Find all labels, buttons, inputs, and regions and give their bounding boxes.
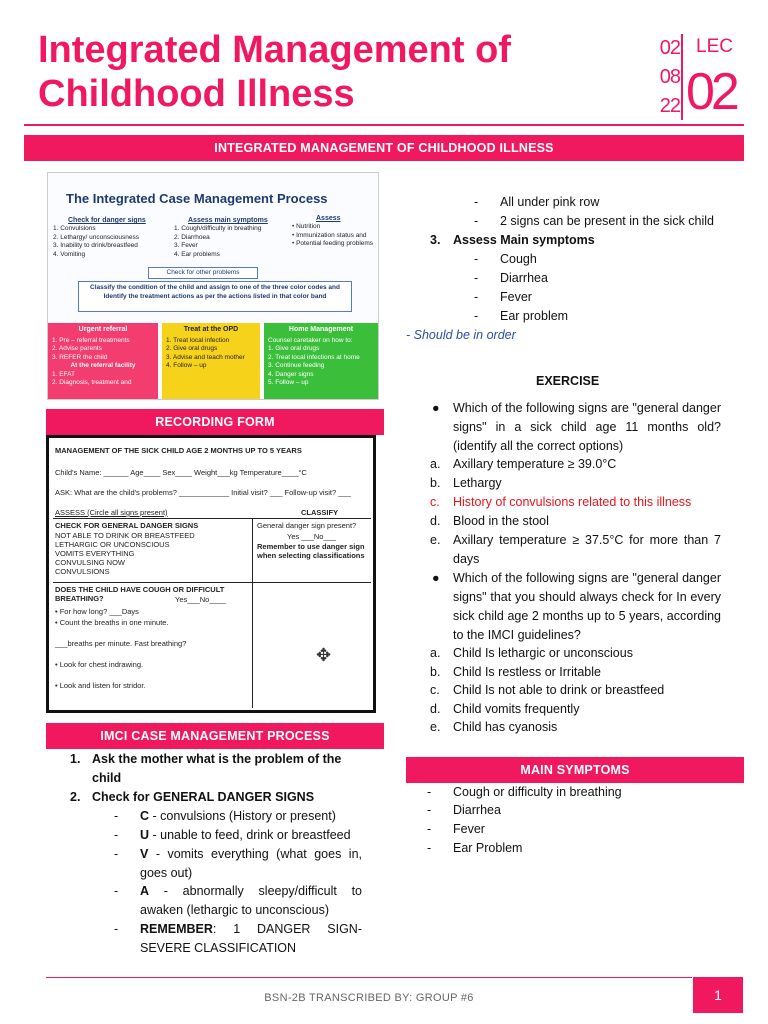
list-item: 4. Ear problems xyxy=(174,250,220,258)
bullet-two-signs: - 2 signs can be present in the sick child xyxy=(500,212,714,231)
exercise-heading: EXERCISE xyxy=(536,374,600,388)
remember-key: REMEMBER xyxy=(140,922,213,936)
section-bar-recording-form: RECORDING FORM xyxy=(46,409,384,435)
cuva-text: - unable to feed, drink or breastfeed xyxy=(149,828,351,842)
step-2-number: 2. xyxy=(70,790,81,804)
list-item: 1. EFAT xyxy=(52,370,75,378)
move-cursor-icon: ✥ xyxy=(316,645,332,665)
list-item: • Immunization status and xyxy=(292,231,367,239)
section-bar-main: INTEGRATED MANAGEMENT OF CHILDHOOD ILLNESS xyxy=(24,135,744,161)
list-item: ___breaths per minute. Fast breathing? xyxy=(55,638,187,648)
list-item: 1. Pre – referral treatments xyxy=(52,336,130,344)
col-assess-list xyxy=(292,223,374,249)
list-item: 3. Continue feeding xyxy=(268,362,325,369)
form-rule xyxy=(53,582,371,583)
form-name-line: Child's Name: ______ Age____ Sex____ Weight___kg Temperature____°C xyxy=(55,468,307,477)
band-urgent xyxy=(48,323,158,400)
bullet-pink-row: - All under pink row xyxy=(500,193,599,212)
remember-note xyxy=(140,920,362,958)
band-home xyxy=(264,323,378,400)
list-item: • Look for chest indrawing. xyxy=(55,659,144,669)
form-assess: ASSESS (Circle all signs present) xyxy=(55,508,168,517)
option-letter: d. xyxy=(430,702,441,716)
list-item: CONVULSING NOW xyxy=(55,558,126,567)
band-urgent-head: Urgent referral xyxy=(78,326,128,333)
list-item: • Potential feeding problems xyxy=(292,240,374,247)
section-bar-imci-process: IMCI CASE MANAGEMENT PROCESS xyxy=(46,723,384,749)
list-item: DOES THE CHILD HAVE COUGH OR DIFFICULT xyxy=(55,585,225,594)
title-line-2: Childhood Illness xyxy=(38,73,355,115)
list-item: • Count the breaths in one minute. xyxy=(55,617,169,627)
process-figure xyxy=(47,172,379,400)
list-item: 1. Give oral drugs xyxy=(268,345,320,352)
process-figure-title: The Integrated Case Management Process xyxy=(66,191,328,206)
list-item: VOMITS EVERYTHING xyxy=(55,549,135,558)
classify-box: Classify the condition of the child and assign to one of the three color codes and Identify the treatment actions as per the actions listed in that color band xyxy=(78,281,352,312)
list-item: CONVULSIONS xyxy=(55,567,110,576)
list-item: At the referral facility xyxy=(70,362,136,369)
list-item: 3. Fever xyxy=(174,242,198,249)
q2-option-c: Child Is not able to drink or breastfeed xyxy=(453,683,665,697)
cuva-text: - abnormally sleepy/difficult to awaken (lethargic to unconscious) xyxy=(140,884,362,917)
symptom-ear: - Ear problem xyxy=(500,307,568,326)
main-symptom-ear: - Ear Problem xyxy=(453,839,522,858)
q2-option-d: Child vomits frequently xyxy=(453,702,580,716)
cuva-key: U xyxy=(140,828,150,842)
step-1-text: Ask the mother what is the problem of the child xyxy=(92,752,342,785)
option-letter: e. xyxy=(430,720,441,734)
list-item: 1. Convulsions xyxy=(53,225,96,232)
lec-label: LEC xyxy=(696,36,733,57)
list-item: 4. Danger signs xyxy=(268,370,314,378)
main-symptom-diarrhea: - Diarrhea xyxy=(453,801,501,820)
page-title xyxy=(38,28,618,116)
footer-rule xyxy=(46,977,692,978)
option-letter: e. xyxy=(430,533,441,547)
list-item: 4. Follow – up xyxy=(166,362,207,369)
list-item: 2. Diarrhoea xyxy=(174,233,210,241)
date-year: 22 xyxy=(659,95,680,117)
q2-option-a: Child Is lethargic or unconscious xyxy=(453,646,633,660)
list-item: • Look and listen for stridor. xyxy=(55,680,146,690)
symptom-cough: - Cough xyxy=(500,250,537,269)
form-cough-list xyxy=(55,607,186,691)
list-item: Remember to use danger sign xyxy=(257,542,365,551)
band-opd-head: Treat at the OPD xyxy=(183,326,239,333)
item-3-label: Assess Main symptoms xyxy=(453,233,595,247)
col-danger-list xyxy=(53,225,139,259)
form-cough-yes-no: Yes___No____ xyxy=(175,595,227,604)
band-home-head: Home Management xyxy=(288,326,354,333)
form-ask-line: ASK: What are the child's problems? ____________ Initial visit? ___ Follow-up visit? ___ xyxy=(55,488,351,497)
q2-option-b: Child Is restless or Irritable xyxy=(453,665,601,679)
form-danger-question: General danger sign present? xyxy=(257,521,357,530)
cuva-c xyxy=(140,807,362,826)
form-danger-yes-no: Yes ___No___ xyxy=(287,532,336,541)
list-item: 3. REFER the child xyxy=(52,353,108,361)
col-danger-head: Check for danger signs xyxy=(68,217,146,224)
cuva-a xyxy=(140,882,362,920)
form-classify: CLASSIFY xyxy=(301,508,339,517)
option-letter: b. xyxy=(430,476,441,490)
col-symptoms-head: Assess main symptoms xyxy=(188,217,268,224)
list-item: 1. Cough/difficulty in breathing xyxy=(174,225,262,232)
cuva-key: A xyxy=(140,884,150,898)
list-item: 5. Follow – up xyxy=(268,379,309,386)
section-bar-main-symptoms: MAIN SYMPTOMS xyxy=(406,757,744,783)
form-danger-head: CHECK FOR GENERAL DANGER SIGNS xyxy=(55,521,199,530)
step-2-text: Check for GENERAL DANGER SIGNS xyxy=(92,790,315,804)
recording-form-figure xyxy=(46,435,376,713)
list-spacer xyxy=(55,670,186,681)
q1-option-b: Lethargy xyxy=(453,476,502,490)
question-1: Which of the following signs are "general danger signs" in a sick child age 11 months old? (identify all the correct options) xyxy=(453,401,721,453)
footer-text: BSN-2B TRANSCRIBED BY: GROUP #6 xyxy=(264,992,474,1004)
list-item: BREATHING? xyxy=(55,594,104,603)
list-spacer xyxy=(55,628,186,639)
date-day: 02 xyxy=(659,37,680,59)
list-item: 2. Lethargy/ unconsciousness xyxy=(53,233,139,241)
q1-option-e: Axillary temperature ≥ 37.5°C for more than 7 days xyxy=(453,533,721,566)
list-item: NOT ABLE TO DRINK OR BREASTFEED xyxy=(55,531,195,540)
lec-number: 02 xyxy=(686,63,736,121)
q1-option-a: Axillary temperature ≥ 39.0°C xyxy=(453,457,617,471)
band-opd xyxy=(162,323,260,400)
option-letter: a. xyxy=(430,646,441,660)
remember-text: : 1 DANGER SIGN- SEVERE CLASSIFICATION xyxy=(140,922,362,955)
list-item: 2. Give oral drugs xyxy=(166,345,218,352)
option-letter: c. xyxy=(430,683,440,697)
item-3-number: 3. xyxy=(430,233,441,247)
page-number: 1 xyxy=(693,977,743,1013)
list-item: 4. Vomiting xyxy=(53,250,86,258)
q2-option-e: Child has cyanosis xyxy=(453,720,558,734)
list-item: LETHARGIC OR UNCONSCIOUS xyxy=(55,540,170,549)
form-title: MANAGEMENT OF THE SICK CHILD AGE 2 MONTHS UP TO 5 YEARS xyxy=(55,446,302,455)
header-rule xyxy=(24,124,744,126)
list-item: 3. Inability to drink/breastfeed xyxy=(53,242,138,249)
list-item: 3. Advise and teach mother xyxy=(166,353,245,361)
list-item: 2. Treat local infections at home xyxy=(268,353,360,361)
form-rule xyxy=(53,518,371,519)
col-assess-head: Assess xyxy=(316,215,341,222)
option-letter: b. xyxy=(430,665,441,679)
step-1-number: 1. xyxy=(70,752,81,766)
question-bullet: ● xyxy=(432,571,440,585)
option-letter: a. xyxy=(430,457,441,471)
cuva-u xyxy=(140,826,362,845)
q1-option-c-correct: History of convulsions related to this illness xyxy=(453,495,692,509)
list-item: • For how long? ___Days xyxy=(55,607,139,616)
cuva-key: C xyxy=(140,809,150,823)
symptom-diarrhea: - Diarrhea xyxy=(500,269,548,288)
list-item: • Nutrition xyxy=(292,223,321,230)
header-divider xyxy=(681,34,683,120)
cuva-v xyxy=(140,845,362,883)
check-other-box: Check for other problems xyxy=(148,267,258,279)
col-symptoms-list xyxy=(174,225,261,259)
main-symptom-fever: - Fever xyxy=(453,820,485,839)
question-2: Which of the following signs are "general danger signs" that you should always check for In every sick child age 2 months up to 5 years, according to the IMCI guidelines? xyxy=(453,571,721,642)
symptom-fever: - Fever xyxy=(500,288,532,307)
main-symptom-cough: - Cough or difficulty in breathing xyxy=(453,783,622,802)
form-rule xyxy=(252,518,253,708)
form-remember xyxy=(257,542,365,560)
list-item: when selecting classifications xyxy=(257,551,365,560)
option-letter: c. xyxy=(430,495,440,509)
list-item: 2. Diagnosis, treatment and xyxy=(52,379,132,386)
question-bullet: ● xyxy=(432,401,440,415)
list-item: 1. Treat local infection xyxy=(166,336,230,344)
list-spacer xyxy=(55,649,186,660)
lecture-date xyxy=(640,34,680,121)
title-line-1: Integrated Management of xyxy=(38,29,511,71)
order-note: - Should be in order xyxy=(406,328,516,342)
list-item: 2. Advise parents xyxy=(52,345,102,352)
cuva-key: V xyxy=(140,847,149,861)
option-letter: d. xyxy=(430,514,441,528)
cuva-text: - convulsions (History or present) xyxy=(149,809,336,823)
date-month: 08 xyxy=(659,66,680,88)
list-item: Counsel caretaker on how to: xyxy=(268,336,353,344)
form-danger-list xyxy=(55,531,195,576)
q1-option-d: Blood in the stool xyxy=(453,514,549,528)
cuva-text: - vomits everything (what goes in, goes out) xyxy=(140,847,362,880)
